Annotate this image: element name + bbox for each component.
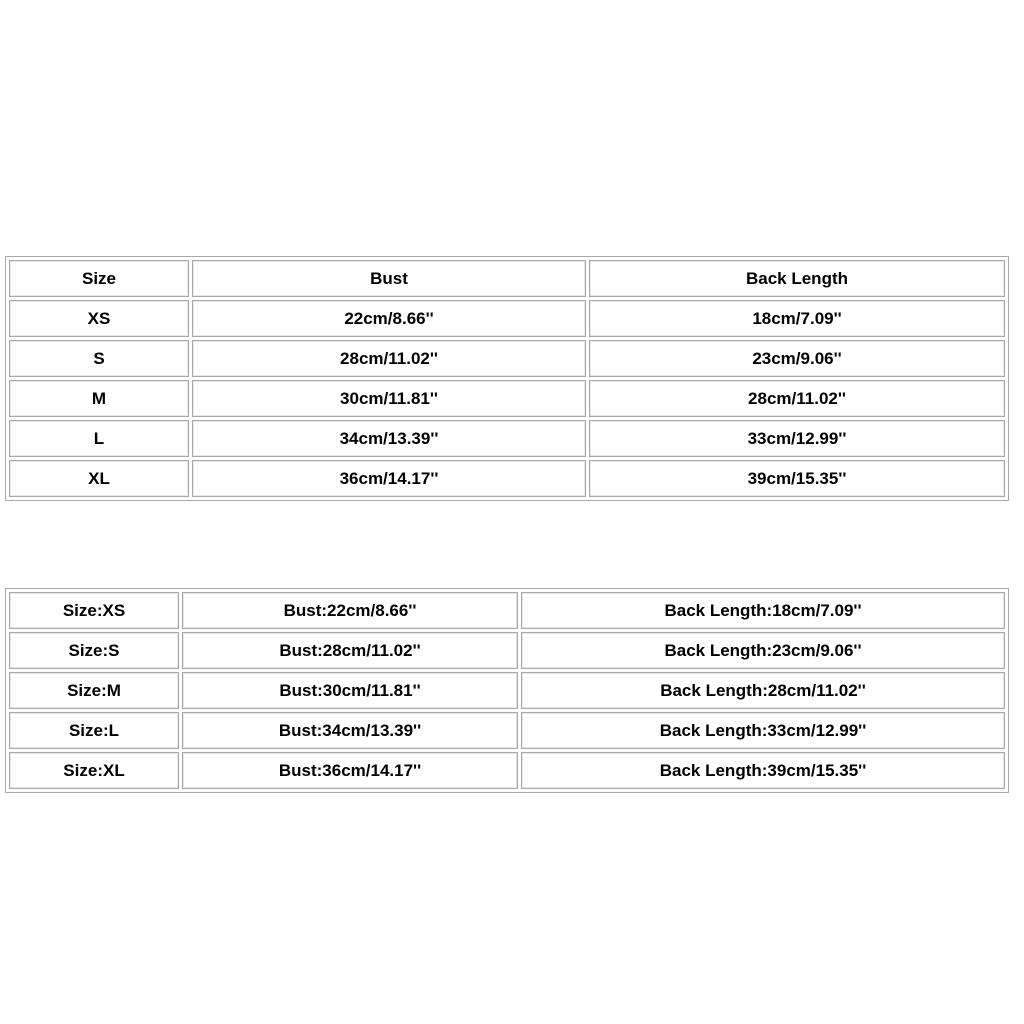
table-row <box>9 712 1005 749</box>
cell-bust: 28cm/11.02'' <box>192 340 586 377</box>
cell-bust: Bust:30cm/11.81'' <box>182 672 518 709</box>
size-list-table <box>5 588 1009 793</box>
cell-back-length: Back Length:18cm/7.09'' <box>521 592 1005 629</box>
cell-size: XS <box>9 300 189 337</box>
cell-bust: 34cm/13.39'' <box>192 420 586 457</box>
table-row <box>9 672 1005 709</box>
cell-size: XL <box>9 460 189 497</box>
table-row <box>9 752 1005 789</box>
table-row <box>9 420 1005 457</box>
cell-bust: 36cm/14.17'' <box>192 460 586 497</box>
cell-bust: 30cm/11.81'' <box>192 380 586 417</box>
cell-back-length: 33cm/12.99'' <box>589 420 1005 457</box>
header-back-length: Back Length <box>589 260 1005 297</box>
table-row <box>9 592 1005 629</box>
table-row <box>9 380 1005 417</box>
cell-back-length: 39cm/15.35'' <box>589 460 1005 497</box>
cell-back-length: 23cm/9.06'' <box>589 340 1005 377</box>
cell-size: Size:XS <box>9 592 179 629</box>
table-row <box>9 460 1005 497</box>
table-row <box>9 632 1005 669</box>
cell-size: Size:L <box>9 712 179 749</box>
cell-bust: Bust:34cm/13.39'' <box>182 712 518 749</box>
cell-size: Size:S <box>9 632 179 669</box>
table-row <box>9 300 1005 337</box>
header-size: Size <box>9 260 189 297</box>
cell-size: L <box>9 420 189 457</box>
cell-size: S <box>9 340 189 377</box>
cell-size: M <box>9 380 189 417</box>
cell-size: Size:XL <box>9 752 179 789</box>
cell-bust: Bust:22cm/8.66'' <box>182 592 518 629</box>
cell-back-length: Back Length:23cm/9.06'' <box>521 632 1005 669</box>
cell-bust: 22cm/8.66'' <box>192 300 586 337</box>
cell-size: Size:M <box>9 672 179 709</box>
cell-back-length: Back Length:39cm/15.35'' <box>521 752 1005 789</box>
table-row <box>9 340 1005 377</box>
cell-bust: Bust:28cm/11.02'' <box>182 632 518 669</box>
cell-back-length: 28cm/11.02'' <box>589 380 1005 417</box>
header-bust: Bust <box>192 260 586 297</box>
size-chart-table <box>5 256 1009 501</box>
cell-back-length: 18cm/7.09'' <box>589 300 1005 337</box>
table-header-row <box>9 260 1005 297</box>
cell-bust: Bust:36cm/14.17'' <box>182 752 518 789</box>
cell-back-length: Back Length:28cm/11.02'' <box>521 672 1005 709</box>
cell-back-length: Back Length:33cm/12.99'' <box>521 712 1005 749</box>
